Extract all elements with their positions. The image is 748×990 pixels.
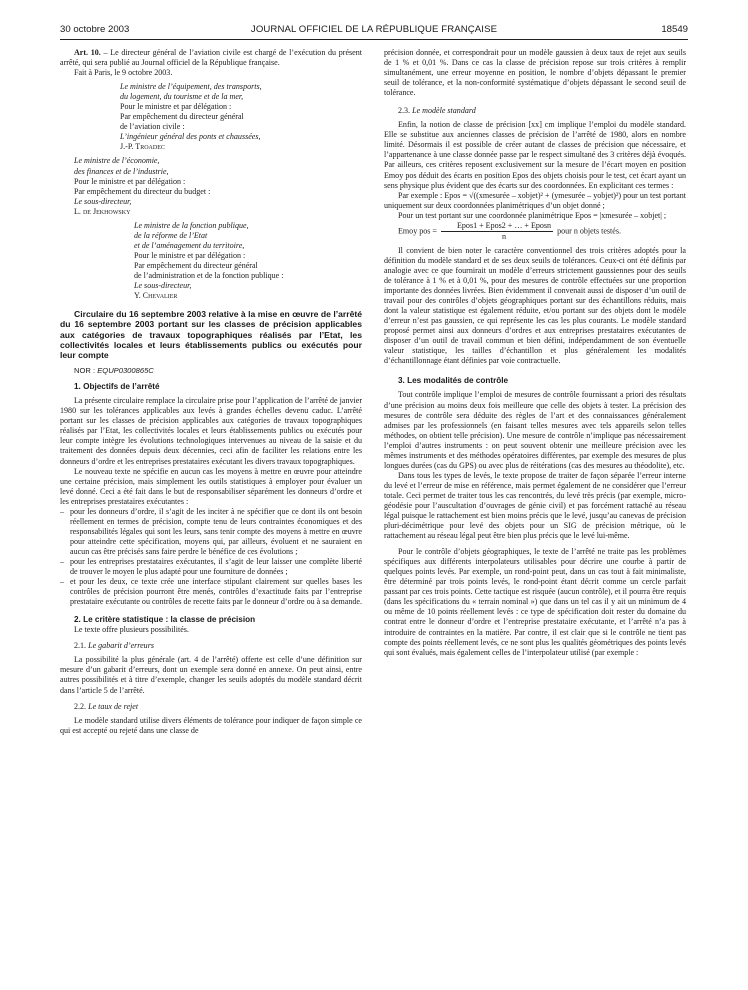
subsection-number: 2.3. bbox=[398, 106, 413, 116]
header-rule bbox=[60, 39, 688, 40]
subsection-heading-2-3 bbox=[384, 106, 686, 116]
paragraph: précision donnée, et correspondrait pour un modèle gaussien à deux taux de rejet aux seuils de 1 % et 0,01 %. Dans ce cas la classe de précision repose sur trois critères à remplir simultanément, une erreur moyenne en position, le nombre d’objets dépassant le premier seuil de tolérance, et la non-conformité systématique d’objets dépassant le second seuil de tolérance. bbox=[384, 48, 686, 98]
paragraph: La possibilité la plus générale (art. 4 de l’arrêté) offerte est celle d’une définition sur mesure d’un gabarit d’erreurs, dont un exemple sera donné en annexe. On peut ainsi, entre autres possibilités et à titre d’exemple, changer les seuils adoptés du modèle standard décrit dans l’article 5 de l’arrêté. bbox=[60, 655, 362, 695]
sig3-line: Par empêchement du directeur général bbox=[134, 260, 258, 270]
sig1-line: du logement, du tourisme et de la mer, bbox=[120, 92, 244, 102]
signature-block-fonction-publique bbox=[60, 221, 362, 301]
sig1-line: L’ingénieur général des ponts et chaussées, bbox=[120, 132, 261, 142]
subsection-heading-2-1 bbox=[60, 641, 362, 651]
formula-suffix: pour n objets testés. bbox=[555, 226, 622, 236]
list-item: – pour les entreprises prestataires exécutantes, il s’agit de leur laisser une complète liberté de trouver le moyen le plus adapté pour une fourniture de données ; bbox=[60, 557, 362, 577]
article-10-text: – Le directeur général de l’aviation civile est chargé de l’exécution du présent arrêté, qui sera publié au Journal officiel de la République française. bbox=[60, 48, 362, 68]
nor-reference bbox=[60, 366, 362, 376]
formula-suffix: pour un test portant uniquement sur deux coordonnées planimétriques d’un objet donné ; bbox=[384, 190, 686, 210]
list-item: – et pour les deux, ce texte crée une interface stipulant clairement sur quelles bases les contrôles de précision pourront être menés, contrôles d’exactitude faits par l’entreprise prestataire exécutante ou contrôles de recette faits par le donneur d’ordre ou à sa demande. bbox=[60, 577, 362, 607]
sig2-signatory: L. de Jekhowsky bbox=[74, 206, 131, 216]
sig3-signatory: Y. Chevalier bbox=[134, 291, 178, 301]
fait-line: Fait à Paris, le 9 octobre 2003. bbox=[74, 68, 173, 78]
paragraph: Le nouveau texte ne spécifie en aucun cas les moyens à mettre en œuvre pour atteindre une certaine précision, mais simplement les outils statistiques à employer pour évaluer un levé donné. Ceci a été fait dans le but de responsabiliser séparément les donneurs d’ordre et les entreprises prestataires exécutantes : bbox=[60, 466, 362, 506]
header-journal-title: JOURNAL OFFICIEL DE LA RÉPUBLIQUE FRANÇAISE bbox=[250, 24, 498, 35]
section-heading-3: 3. Les modalités de contrôle bbox=[398, 376, 509, 386]
subsection-number: 2.1. bbox=[74, 641, 89, 651]
nor-code: EQUP0300865C bbox=[97, 366, 154, 376]
paragraph: Enfin, la notion de classe de précision [xx] cm implique l’emploi du modèle standard. Elle se substitue aux anciennes classes de précision de l’arrêté de 1980, alors en nombre limité. Désormais il est possible de créer autant de classes de précision que nécessaire, et l’appartenance à une classe donnée passe par le respect simultané des 3 critères déjà évoqués. Par ailleurs, ces critères reposent exclusivement sur la mesure de l’écart moyen en position Emoy pos déduit des écarts en position Epos des objets choisis pour le test, cet écart ayant un sens physique plus évident que des écarts sur des coordonnées. En explicitant ces termes : bbox=[384, 120, 686, 190]
subsection-title: Le taux de rejet bbox=[88, 701, 139, 711]
paragraph: La présente circulaire remplace la circulaire prise pour l’application de l’arrêté de janvier 1980 sur les tolérances applicables aux levés à grandes échelles devenu caduc. L’arrêté portant sur les classes de précision applicables aux catégories de travaux topographiques réalisés par l’Etat, les collectivités locales et leurs établissements publics ou exécutés pour leur compte intègre les évolutions technologiques intervenues au niveau de la saisie et du traitement des données depuis deux décennies, ceci afin de faciliter les relations entre les donneurs d’ordre et les entreprises prestataires exécutant les divers travaux topographiques. bbox=[60, 396, 362, 466]
sig3-line: de la réforme de l’Etat bbox=[134, 230, 208, 240]
formula-emoy bbox=[384, 221, 686, 242]
formula-fraction bbox=[441, 221, 553, 242]
sig1-line: Pour le ministre et par délégation : bbox=[120, 102, 232, 112]
list-item: – pour les donneurs d’ordre, il s’agit de les inciter à ne spécifier que ce dont ils ont besoin réellement en termes de précision, compte tenu de leurs contraintes économiques et des responsabilités légales qui sont les leurs, sans tenir compte des moyens à mettre en œuvre pour atteindre cette spécification, moyens qui, par ailleurs, évoluent et ne sauraient en aucun cas être précisés sans faire perdre le bénéfice de ces évolutions ; bbox=[60, 507, 362, 557]
sig3-line: et de l’aménagement du territoire, bbox=[134, 240, 245, 250]
formula-prefix: Pour un test portant sur une coordonnée planimétrique bbox=[398, 210, 575, 220]
paragraph: Dans tous les types de levés, le texte propose de traiter de façon séparée l’erreur interne du levé et l’erreur de mise en référence, mais permet également de ne considérer que l’erreur totale. Ceci permet de traiter tous les cas rencontrés, du levé très précis (par exemple, micro-géodésie pour l’auscultation d’ouvrages de génie civil) et pas forcément rattaché au réseau légal puisque le rattachement est bien moins précis que le levé, jusqu’au canevas de précision pluri-décimétrique pour levé des objets pour un SIG de précision métrique, où le rattachement au réseau légal peut être bien plus précis que le levé lui-même. bbox=[384, 470, 686, 541]
paragraph: Le texte offre plusieurs possibilités. bbox=[74, 625, 189, 635]
sig2-line: Par empêchement du directeur du budget : bbox=[74, 186, 211, 196]
sig1-line: Par empêchement du directeur général bbox=[120, 112, 244, 122]
paragraph: Pour le contrôle d’objets géographiques, le texte de l’arrêté ne traite pas les problèmes spécifiques aux différents interpolateurs utilisables pour décrire une courbe à partir de quelques points levés. Par exemple, un rond-point peut, dans un cas tout à fait minimaliste, être déterminé par trois points levés, le rond-point étant décrit comme un cercle parfait passant par ces trois points. Cette tactique est risquée (aucun contrôle), et il pourra être requis (dans les spécifications du « terrain nominal ») que dans un tel cas il y ait un minimum de 4 ou même de 10 points réellement levés : ce type de spécification doit rester du domaine du contrat entre le donneur d’ordre et l’entreprise prestataire exécutante, et l’arrêté n’a pas à introduire de contraintes en la matière. Par contre, il est clair que si le contrôle ne tient pas compte des points réellement levés, ce ne sont plus les qualités géométriques des points levés qui sont évalués, mais également celles de l’interpolateur utilisé (par exemple : bbox=[384, 547, 686, 657]
formula-expression: Epos = √((xmesurée – xobjet)² + (ymesurée – yobjet)²) bbox=[444, 190, 622, 200]
fraction-denominator: n bbox=[502, 231, 507, 241]
sig2-line: des finances et de l’industrie, bbox=[74, 166, 169, 176]
sig1-line: Le ministre de l’équipement, des transports, bbox=[120, 82, 262, 92]
formula-lhs: Emoy pos = bbox=[398, 226, 439, 236]
paragraph: Le modèle standard utilise divers éléments de tolérance pour indiquer de façon simple ce qui est accepté ou rejeté dans une classe de bbox=[60, 715, 362, 735]
right-column bbox=[384, 48, 686, 983]
signature-block-economie bbox=[60, 156, 250, 216]
formula-prefix: Par exemple : bbox=[398, 190, 445, 200]
paragraph: Tout contrôle implique l’emploi de mesures de contrôle fournissant a priori des résultats d’une précision au moins deux fois meilleure que celle des objets à tester. La précision des mesures de contrôle sera déduite des règles de l’art et des connaissances généralement admises par les professionnels (en faisant telles mesures avec tels appareils selon telles méthodes, on obtient telle précision). Une mesure de contrôle n’implique pas nécessairement l’emploi d’autres instruments : on peut souvent obtenir une meilleure précision avec les mêmes instruments et des méthodes opératoires différentes, par exemple des mesures de plus longues durées (cas du GPS) ou avec plus de réitérations (cas des mesures au théodolite), etc. bbox=[384, 390, 686, 470]
bullet-list bbox=[60, 507, 362, 607]
article-10-label: Art. 10. bbox=[74, 48, 101, 57]
subsection-heading-2-2 bbox=[60, 702, 362, 712]
fraction-numerator: Epos1 + Epos2 + … + Eposn bbox=[441, 221, 553, 232]
formula-epos-1d bbox=[384, 211, 686, 221]
sig1-signatory: J.-P. Troadec bbox=[120, 142, 165, 152]
page-header bbox=[60, 24, 688, 38]
left-column bbox=[60, 48, 362, 983]
sig3-line: Pour le ministre et par délégation : bbox=[134, 250, 246, 260]
formula-epos-2d bbox=[384, 191, 686, 211]
sig2-line: Pour le ministre et par délégation : bbox=[74, 176, 186, 186]
sig2-line: Le ministre de l’économie, bbox=[74, 156, 160, 166]
article-10 bbox=[60, 48, 362, 68]
sig3-line: Le sous-directeur, bbox=[134, 281, 192, 291]
subsection-title: Le gabarit d’erreurs bbox=[88, 641, 154, 651]
signature-block-equipement bbox=[60, 82, 362, 152]
subsection-number: 2.2. bbox=[74, 701, 89, 711]
section-heading-2: 2. Le critère statistique : la classe de précision bbox=[74, 615, 256, 625]
formula-expression: Epos = |xmesurée – xobjet| ; bbox=[575, 210, 667, 220]
header-date: 30 octobre 2003 bbox=[60, 24, 130, 35]
sig2-line: Le sous-directeur, bbox=[74, 196, 132, 206]
sig1-line: de l’aviation civile : bbox=[120, 122, 185, 132]
subsection-title: Le modèle standard bbox=[412, 106, 476, 116]
paragraph: Il convient de bien noter le caractère conventionnel des trois critères adoptés pour la définition du modèle standard et de ses deux seuils de tolérances. Ceux-ci ont été définis par analogie avec ce que fournirait un modèle d’erreurs strictement gaussiennes pour des seuils de tolérance à 1 % et à 0,01 %, pour des mesures de contrôle effectuées sur une proportion importante des données livrées. Bien évidemment il convenait aussi de disposer d’un outil de travail pour des contrôles d’objets géographiques portant sur des échantillons réduits, mais dont la valeur statistique est également réduite, et/ou portant sur des objets dont le modèle d’erreur n’est pas gaussien, ce qui représente les cas les plus courants. Le modèle standard proposé permet ainsi aux donneurs d’ordres et aux entreprises prestataires exécutantes de disposer d’un outil de travail commun et bien défini, indépendamment de son éventuelle valeur statistique, les tailles d’échantillon et plus généralement les modalités d’échantillonnage étant définies par voie contractuelle. bbox=[384, 245, 686, 366]
header-page-number: 18549 bbox=[661, 24, 688, 35]
section-heading-1: 1. Objectifs de l’arrêté bbox=[74, 382, 160, 392]
nor-label: NOR : bbox=[74, 366, 98, 376]
sig3-line: Le ministre de la fonction publique, bbox=[134, 220, 249, 230]
circulaire-title: Circulaire du 16 septembre 2003 relative à la mise en œuvre de l’arrêté du 16 septembre 2003 portant sur les classes de précision applicables aux catégories de travaux topographiques réalisés par l’Etat, les collectivités locales et leurs établissements publics ou exécutés pour leur compte bbox=[60, 309, 362, 360]
sig3-line: de l’administration et de la fonction publique : bbox=[134, 270, 284, 280]
